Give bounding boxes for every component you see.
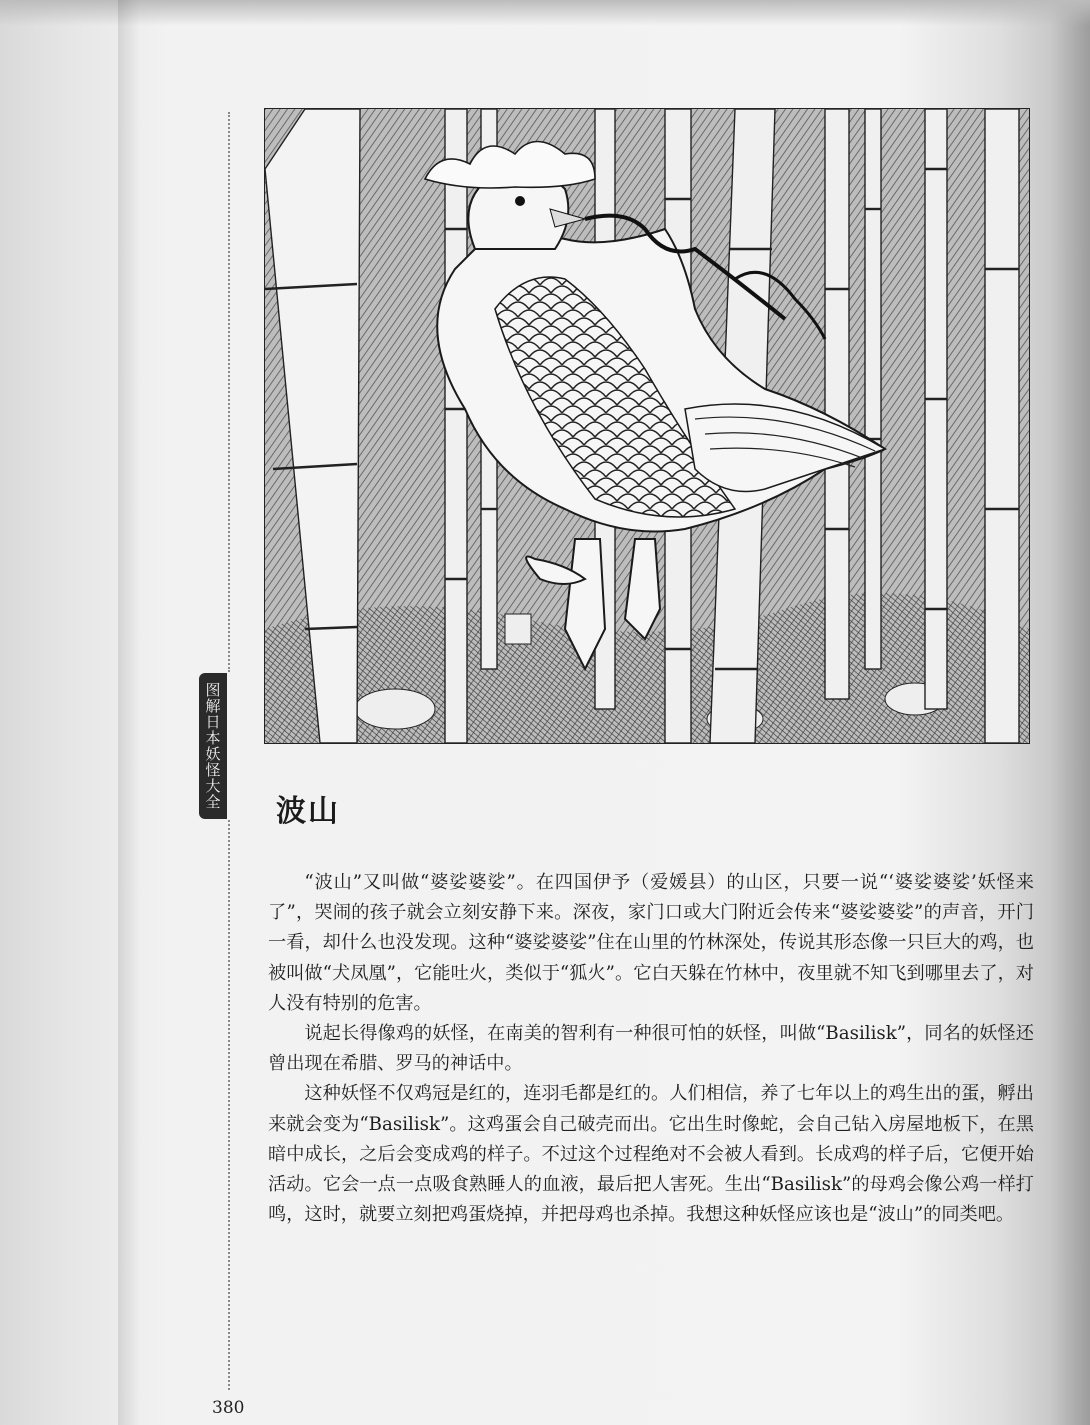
dotted-margin-line-top bbox=[228, 112, 230, 672]
bamboo-rooster-drawing bbox=[265, 109, 1029, 743]
page-top-shadow bbox=[0, 0, 1090, 26]
paragraph-3: 这种妖怪不仅鸡冠是红的，连羽毛都是红的。人们相信，养了七年以上的鸡生出的蛋，孵出来就会变为“Basilisk”。这鸡蛋会自己破壳而出。它出生时像蛇，会自己钻入房屋地板下，在黑暗中成长，之后会变成鸡的样子。不过这个过程绝对不会被人看到。长成鸡的样子后，它便开始活动。它会一点一点吸食熟睡人的血液，最后把人害死。生出“Basilisk”的母鸡会像公鸡一样打鸣，这时，就要立刻把鸡蛋烧掉，并把母鸡也杀掉。我想这种妖怪应该也是“波山”的同类吧。 bbox=[268, 1083, 1034, 1226]
paragraph-2: 说起长得像鸡的妖怪，在南美的智利有一种很可怕的妖怪，叫做“Basilisk”，同名的妖怪还曾出现在希腊、罗马的神话中。 bbox=[268, 1023, 1034, 1075]
page-number: 380 bbox=[212, 1398, 245, 1418]
basan-illustration bbox=[264, 108, 1030, 744]
spine-shadow bbox=[118, 0, 140, 1425]
chapter-side-tab bbox=[199, 673, 227, 819]
article-body bbox=[268, 868, 1034, 1230]
paragraph-1: “波山”又叫做“婆娑婆娑”。在四国伊予（爱媛县）的山区，只要一说“‘婆娑婆娑’妖怪来了”，哭闹的孩子就会立刻安静下来。深夜，家门口或大门附近会传来“婆娑婆娑”的声音，开门一看，却什么也没发现。这种“婆娑婆娑”住在山里的竹林深处，传说其形态像一只巨大的鸡，也被叫做“犬凤凰”，它能吐火，类似于“狐火”。它白天躲在竹林中，夜里就不知飞到哪里去了，对人没有特别的危害。 bbox=[268, 872, 1034, 1014]
article-title: 波山 bbox=[276, 794, 340, 829]
side-tab-label: 图解日本妖怪大全 bbox=[203, 682, 222, 810]
dotted-margin-line-bottom bbox=[228, 820, 230, 1390]
